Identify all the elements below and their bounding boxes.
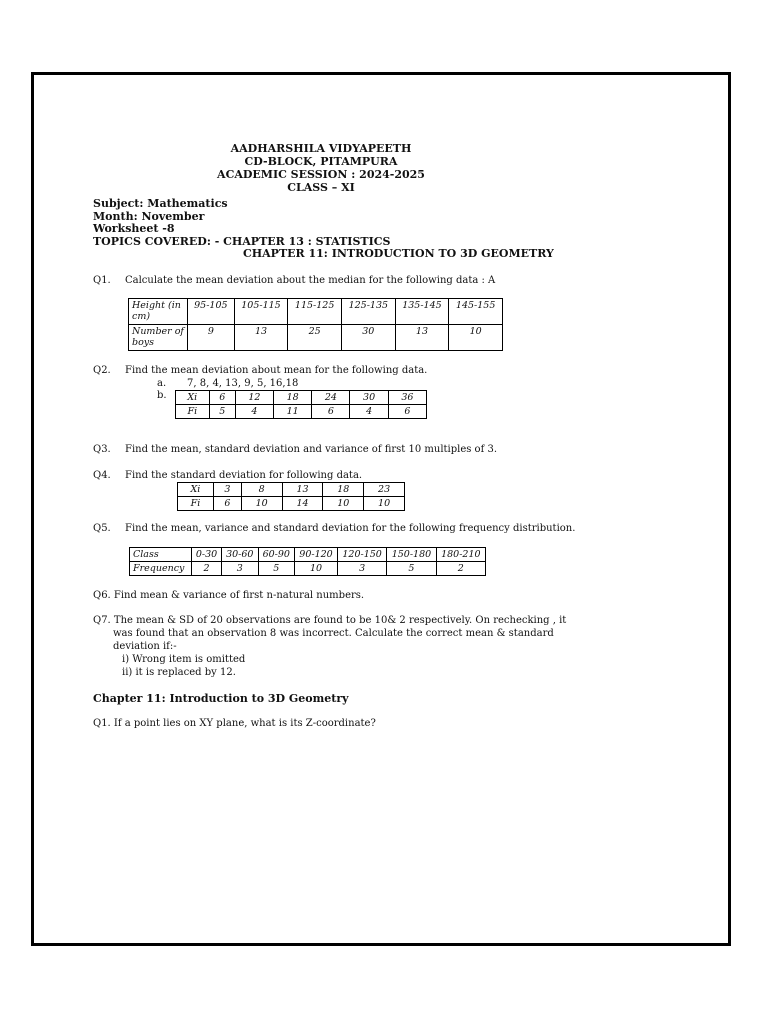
q5-cell: 60-90: [258, 548, 295, 562]
q2-cell: 6: [312, 405, 350, 419]
q4-cell: 18: [323, 483, 364, 497]
q2-row2-label: Fi: [176, 405, 210, 419]
q4-row1-label: Xi: [178, 483, 214, 497]
school-address: CD-BLOCK, PITAMPURA: [244, 155, 398, 168]
table-row: [178, 483, 405, 497]
q1-cell: 10: [449, 325, 503, 351]
q1-row2-label: Number of boys: [129, 325, 188, 351]
q5-cell: 90-120: [295, 548, 338, 562]
q4-cell: 8: [241, 483, 282, 497]
topics-line: TOPICS COVERED: - CHAPTER 13 : STATISTICS: [93, 235, 391, 248]
q5-number: Q5.: [93, 523, 111, 534]
q1-cell: 105-115: [234, 299, 288, 325]
q5-cell: 2: [436, 562, 485, 576]
q5-table: [129, 547, 486, 576]
q5-row2-label: Frequency: [130, 562, 192, 576]
q7-option-i: i) Wrong item is omitted: [122, 654, 246, 665]
q1-cell: 13: [395, 325, 449, 351]
month-line: Month: November: [93, 210, 205, 223]
q5-cell: 150-180: [387, 548, 436, 562]
table-row: [129, 299, 503, 325]
q5-text: Find the mean, variance and standard deviation for the following frequency distribution.: [125, 523, 576, 534]
q2-a-text: 7, 8, 4, 13, 9, 5, 16,18: [187, 378, 299, 389]
q5-cell: 3: [337, 562, 386, 576]
q2-text: Find the mean deviation about mean for the following data.: [125, 365, 428, 376]
q6-text: Q6. Find mean & variance of first n-natural numbers.: [93, 590, 365, 601]
ch11-q1-text: Q1. If a point lies on XY plane, what is its Z-coordinate?: [93, 718, 376, 729]
table-row: [176, 405, 427, 419]
q4-table: [177, 482, 405, 511]
table-row: [178, 497, 405, 511]
chapter-11-heading: Chapter 11: Introduction to 3D Geometry: [93, 692, 349, 705]
q5-row1-label: Class: [130, 548, 192, 562]
topics-line-2: CHAPTER 11: INTRODUCTION TO 3D GEOMETRY: [243, 247, 554, 260]
q4-cell: 13: [282, 483, 323, 497]
q7-line-2: was found that an observation 8 was incorrect. Calculate the correct mean & standard: [113, 628, 554, 639]
worksheet-line: Worksheet -8: [93, 222, 175, 235]
q2-b-label: b.: [157, 390, 167, 401]
q5-cell: 2: [191, 562, 221, 576]
q5-cell: 0-30: [191, 548, 221, 562]
q1-cell: 95-105: [188, 299, 235, 325]
q2-cell: 24: [312, 391, 350, 405]
q7-line-3: deviation if:-: [113, 641, 177, 652]
q5-cell: 5: [387, 562, 436, 576]
q2-table: [175, 390, 427, 419]
q5-cell: 30-60: [222, 548, 259, 562]
q2-cell: 18: [274, 391, 312, 405]
q1-cell: 13: [234, 325, 288, 351]
q1-row1-label: Height (in cm): [129, 299, 188, 325]
q2-cell: 5: [209, 405, 235, 419]
q5-cell: 3: [222, 562, 259, 576]
school-name: AADHARSHILA VIDYAPEETH: [230, 142, 412, 155]
q1-table: [128, 298, 503, 351]
q4-cell: 14: [282, 497, 323, 511]
q4-number: Q4.: [93, 470, 111, 481]
q4-row2-label: Fi: [178, 497, 214, 511]
class-title: CLASS – XI: [287, 181, 355, 194]
q3-text: Find the mean, standard deviation and variance of first 10 multiples of 3.: [125, 444, 497, 455]
table-row: [130, 548, 486, 562]
table-row: [176, 391, 427, 405]
q5-cell: 120-150: [337, 548, 386, 562]
q5-cell: 180-210: [436, 548, 485, 562]
q1-cell: 25: [288, 325, 342, 351]
table-row: [129, 325, 503, 351]
q4-text: Find the standard deviation for following data.: [125, 470, 363, 481]
q4-cell: 10: [323, 497, 364, 511]
q3-number: Q3.: [93, 444, 111, 455]
q1-cell: 145-155: [449, 299, 503, 325]
q2-cell: 11: [274, 405, 312, 419]
q4-cell: 3: [213, 483, 241, 497]
q2-row1-label: Xi: [176, 391, 210, 405]
q1-cell: 115-125: [288, 299, 342, 325]
q4-cell: 10: [241, 497, 282, 511]
q2-cell: 6: [388, 405, 426, 419]
q2-cell: 36: [388, 391, 426, 405]
academic-session: ACADEMIC SESSION : 2024-2025: [217, 168, 425, 181]
q4-cell: 23: [364, 483, 405, 497]
q2-number: Q2.: [93, 365, 111, 376]
q2-cell: 4: [235, 405, 273, 419]
q2-cell: 12: [235, 391, 273, 405]
q1-cell: 135-145: [395, 299, 449, 325]
q1-cell: 9: [188, 325, 235, 351]
q5-cell: 10: [295, 562, 338, 576]
q1-cell: 125-135: [341, 299, 395, 325]
q7-option-ii: ii) it is replaced by 12.: [122, 667, 236, 678]
q2-cell: 30: [350, 391, 388, 405]
q7-line-1: Q7. The mean & SD of 20 observations are found to be 10& 2 respectively. On rechecking , it: [93, 615, 567, 626]
q5-cell: 5: [258, 562, 295, 576]
q2-cell: 4: [350, 405, 388, 419]
q2-cell: 6: [209, 391, 235, 405]
table-row: [130, 562, 486, 576]
q4-cell: 6: [213, 497, 241, 511]
q1-cell: 30: [341, 325, 395, 351]
subject-line: Subject: Mathematics: [93, 197, 228, 210]
q1-number: Q1.: [93, 275, 111, 286]
q4-cell: 10: [364, 497, 405, 511]
q1-text: Calculate the mean deviation about the median for the following data : A: [125, 275, 496, 286]
q2-a-label: a.: [157, 378, 167, 389]
